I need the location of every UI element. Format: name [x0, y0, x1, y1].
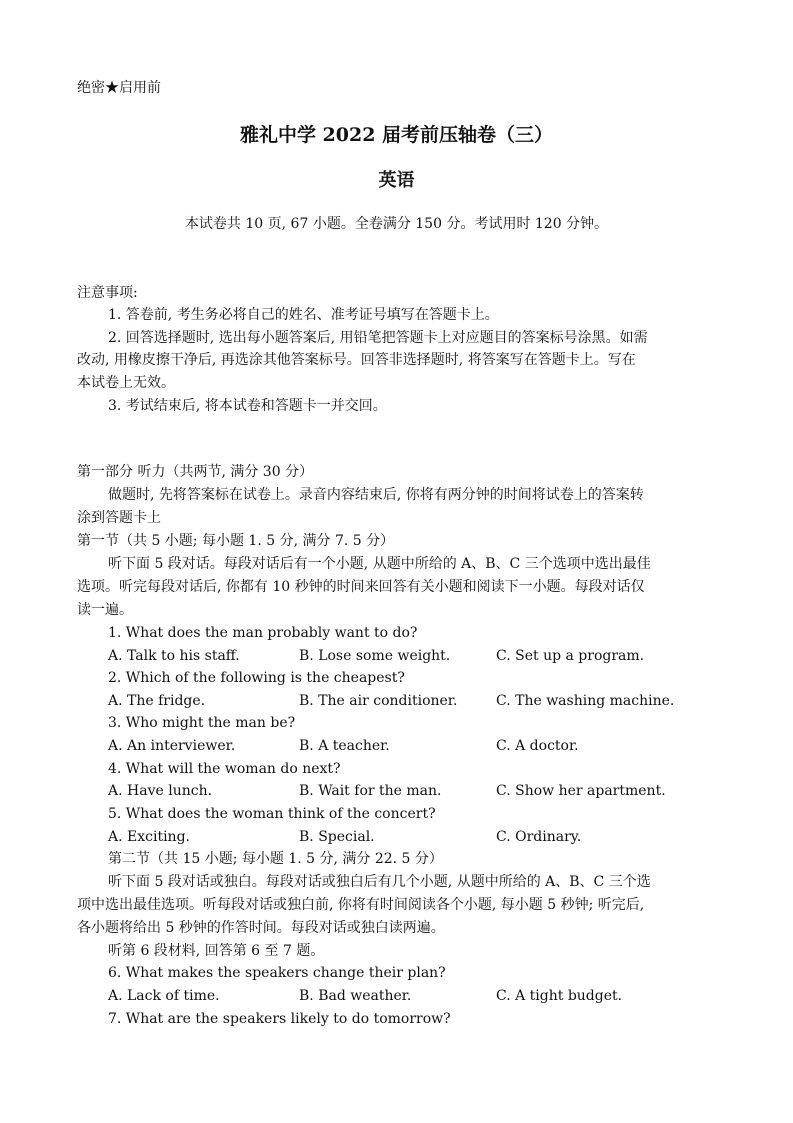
option-b: B. Bad weather.	[299, 988, 412, 1004]
question-text: 6. What makes the speakers change their plan?	[108, 965, 446, 981]
question-text: 3. Who might the man be?	[108, 715, 296, 731]
exam-title: 雅礼中学 2022 届考前压轴卷（三）	[239, 124, 554, 146]
question-text: 2. Which of the following is the cheapest?	[108, 670, 405, 686]
question-text: 7. What are the speakers likely to do tomorrow?	[108, 1011, 451, 1027]
notes-heading: 注意事项:	[77, 285, 138, 301]
option-c: C. The washing machine.	[496, 693, 675, 709]
option-b: B. Lose some weight.	[299, 648, 451, 664]
note-line: 3. 考试结束后, 将本试卷和答题卡一并交回。	[108, 398, 387, 414]
section1-intro-line: 听下面 5 段对话。每段对话后有一个小题, 从题中所给的 A、B、C 三个选项中选出最佳	[108, 556, 651, 572]
section1-heading: 第一节（共 5 小题; 每小题 1. 5 分, 满分 7. 5 分）	[77, 533, 395, 549]
material-instruction: 听第 6 段材料, 回答第 6 至 7 题。	[108, 943, 325, 959]
section1-intro-line: 读一遍。	[77, 602, 133, 618]
option-c: C. Show her apartment.	[496, 783, 666, 799]
question-text: 1. What does the man probably want to do?	[108, 625, 418, 641]
section2-heading: 第二节（共 15 小题; 每小题 1. 5 分, 满分 22. 5 分）	[108, 851, 443, 867]
option-b: B. Special.	[299, 829, 375, 845]
note-line: 2. 回答选择题时, 选出每小题答案后, 用铅笔把答题卡上对应题目的答案标号涂黑。如需	[108, 330, 648, 346]
section1-intro-line: 选项。听完每段对话后, 你都有 10 秒钟的时间来回答有关小题和阅读下一小题。每段对话仅	[77, 579, 645, 595]
option-a: A. Talk to his staff.	[108, 648, 240, 664]
option-c: C. A tight budget.	[496, 988, 623, 1004]
exam-info: 本试卷共 10 页, 67 小题。全卷满分 150 分。考试用时 120 分钟。	[184, 216, 609, 232]
part1-heading: 第一部分 听力（共两节, 满分 30 分）	[77, 464, 314, 480]
option-a: A. Have lunch.	[108, 783, 213, 799]
note-line: 本试卷上无效。	[77, 375, 175, 391]
option-a: A. Exciting.	[108, 829, 190, 845]
option-b: B. A teacher.	[299, 738, 390, 754]
section2-intro-line: 听下面 5 段对话或独白。每段对话或独白后有几个小题, 从题中所给的 A、B、C 三个选	[108, 874, 651, 890]
note-line: 1. 答卷前, 考生务必将自己的姓名、准考证号填写在答题卡上。	[108, 307, 499, 323]
option-c: C. A doctor.	[496, 738, 579, 754]
note-line: 改动, 用橡皮擦干净后, 再选涂其他答案标号。回答非选择题时, 将答案写在答题卡上。写在	[77, 352, 636, 368]
option-a: A. The fridge.	[108, 693, 206, 709]
option-a: A. Lack of time.	[108, 988, 220, 1004]
section2-intro-line: 项中选出最佳选项。听每段对话或独白前, 你将有时间阅读各个小题, 每小题 5 秒钟; 听完后,	[77, 897, 645, 913]
part1-intro-line: 涂到答题卡上	[77, 510, 161, 526]
question-text: 5. What does the woman think of the concert?	[108, 806, 436, 822]
option-c: C. Ordinary.	[496, 829, 582, 845]
section2-intro-line: 各小题将给出 5 秒钟的作答时间。每段对话或独白读两遍。	[77, 920, 445, 936]
option-c: C. Set up a program.	[496, 648, 645, 664]
confidential-label: 绝密★启用前	[77, 80, 161, 96]
option-a: A. An interviewer.	[108, 738, 236, 754]
option-b: B. The air conditioner.	[299, 693, 458, 709]
question-text: 4. What will the woman do next?	[108, 761, 341, 777]
exam-subject: 英语	[378, 170, 415, 191]
part1-intro-line: 做题时, 先将答案标在试卷上。录音内容结束后, 你将有两分钟的时间将试卷上的答案转	[108, 487, 644, 503]
option-b: B. Wait for the man.	[299, 783, 442, 799]
